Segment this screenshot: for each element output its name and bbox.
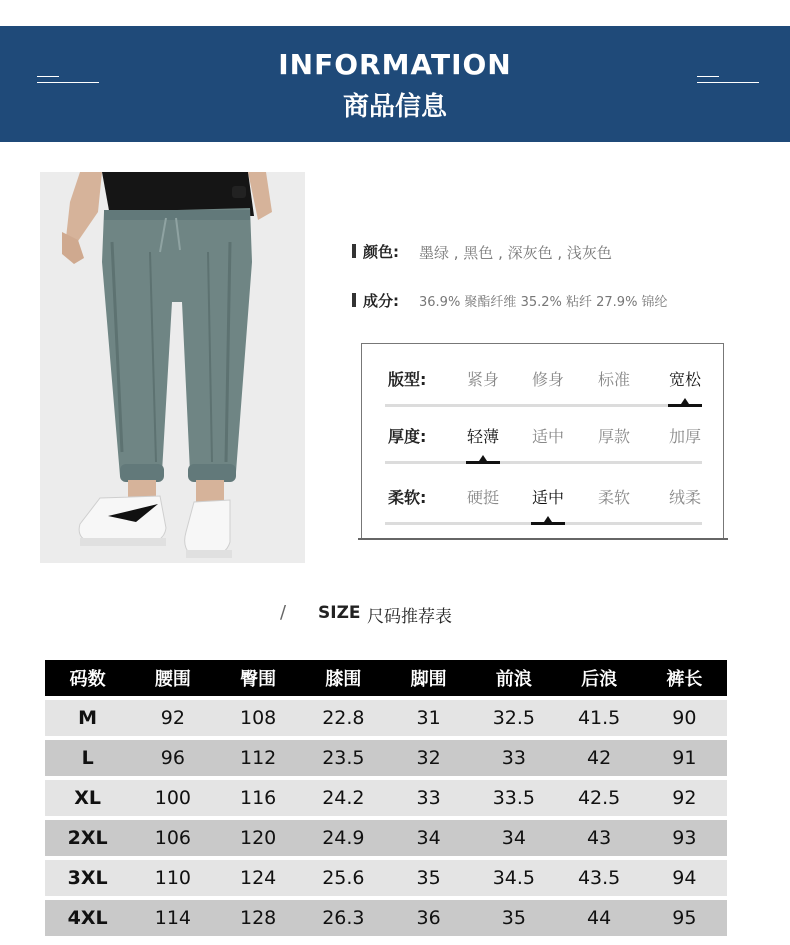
table-cell: 116 [216, 778, 301, 818]
table-row [45, 818, 727, 858]
table-cell: 23.5 [301, 738, 386, 778]
spec-option: 柔软 [597, 488, 630, 507]
spec-option: 紧身 [466, 370, 499, 389]
column-header: 后浪 [557, 660, 642, 698]
table-cell: 110 [130, 858, 215, 898]
table-cell: 35 [471, 898, 556, 936]
table-cell: 95 [642, 898, 727, 936]
table-cell: 32.5 [471, 698, 556, 738]
table-row [45, 898, 727, 936]
table-cell: 26.3 [301, 898, 386, 936]
table-cell: 92 [130, 698, 215, 738]
spec-box [361, 343, 724, 539]
size-heading [0, 601, 790, 625]
table-cell: 36 [386, 898, 471, 936]
product-photo [40, 172, 305, 563]
table-cell: 106 [130, 818, 215, 858]
selection-underline [466, 461, 500, 464]
table-cell: 35 [386, 858, 471, 898]
composition-label: 成分: [363, 292, 399, 310]
spec-option-selected [660, 367, 710, 390]
banner-title-en: INFORMATION [278, 48, 512, 81]
table-cell: 120 [216, 818, 301, 858]
table-cell: 42.5 [557, 778, 642, 818]
table-row [45, 738, 727, 778]
size-heading-slash: / [280, 602, 287, 623]
selection-underline [531, 522, 565, 525]
bullet-bar [352, 244, 356, 258]
spec-option-selected [458, 424, 508, 447]
table-cell: 108 [216, 698, 301, 738]
column-header: 脚围 [386, 660, 471, 698]
table-cell: 25.6 [301, 858, 386, 898]
table-cell: L [45, 738, 130, 778]
bullet-bar [352, 293, 356, 307]
spec-option-selected-label: 轻薄 [466, 427, 499, 446]
table-row [45, 698, 727, 738]
decorative-lines-right [697, 76, 759, 88]
table-cell: 24.9 [301, 818, 386, 858]
column-header: 码数 [45, 660, 130, 698]
table-cell: 93 [642, 818, 727, 858]
composition-value: 36.9% 聚酯纤维 35.2% 粘纤 27.9% 锦纶 [419, 295, 668, 310]
table-cell: 114 [130, 898, 215, 936]
spec-option: 绒柔 [668, 488, 701, 507]
spec-row-thickness [362, 424, 725, 464]
table-cell: 31 [386, 698, 471, 738]
table-cell: 34 [471, 818, 556, 858]
table-cell: 22.8 [301, 698, 386, 738]
spec-option-selected-label: 适中 [531, 488, 564, 507]
table-cell: 44 [557, 898, 642, 936]
column-header: 臀围 [216, 660, 301, 698]
size-heading-en: SIZE [318, 603, 361, 623]
spec-row-softness [362, 485, 725, 525]
table-row [45, 778, 727, 818]
size-table [45, 660, 727, 936]
table-cell: 100 [130, 778, 215, 818]
table-cell: 3XL [45, 858, 130, 898]
table-cell: 33.5 [471, 778, 556, 818]
spec-scale-line [385, 461, 702, 464]
spec-option: 修身 [531, 370, 564, 389]
table-cell: 94 [642, 858, 727, 898]
table-cell: 92 [642, 778, 727, 818]
spec-label-softness: 柔软: [388, 488, 427, 507]
spec-option: 加厚 [668, 427, 701, 446]
table-cell: 112 [216, 738, 301, 778]
table-cell: 43.5 [557, 858, 642, 898]
spec-option-selected [523, 485, 573, 508]
spec-label-fit: 版型: [388, 370, 427, 389]
table-cell: M [45, 698, 130, 738]
selection-underline [668, 404, 702, 407]
column-header: 裤长 [642, 660, 727, 698]
table-cell: 41.5 [557, 698, 642, 738]
spec-scale-line [385, 404, 702, 407]
information-banner [0, 26, 790, 142]
spec-option: 硬挺 [466, 488, 499, 507]
banner-title-cn: 商品信息 [342, 92, 447, 122]
table-cell: 91 [642, 738, 727, 778]
size-heading-cn: 尺码推荐表 [367, 607, 452, 627]
spec-label-thickness: 厚度: [388, 427, 427, 446]
table-cell: 34 [386, 818, 471, 858]
table-row [45, 858, 727, 898]
spec-box-base-line [358, 538, 728, 540]
table-cell: 124 [216, 858, 301, 898]
table-cell: 42 [557, 738, 642, 778]
column-header: 膝围 [301, 660, 386, 698]
table-cell: 90 [642, 698, 727, 738]
table-cell: XL [45, 778, 130, 818]
color-label: 颜色: [363, 243, 399, 261]
column-header: 腰围 [130, 660, 215, 698]
table-cell: 33 [471, 738, 556, 778]
table-cell: 34.5 [471, 858, 556, 898]
table-cell: 4XL [45, 898, 130, 936]
table-cell: 43 [557, 818, 642, 858]
table-cell: 33 [386, 778, 471, 818]
spec-option: 厚款 [597, 427, 630, 446]
column-header: 前浪 [471, 660, 556, 698]
color-value: 墨绿 , 黑色 , 深灰色 , 浅灰色 [419, 244, 612, 262]
table-cell: 32 [386, 738, 471, 778]
spec-row-fit [362, 367, 725, 407]
table-cell: 24.2 [301, 778, 386, 818]
spec-option: 标准 [597, 370, 630, 389]
size-table-header-row [45, 660, 727, 698]
spec-option-selected-label: 宽松 [668, 370, 701, 389]
table-cell: 128 [216, 898, 301, 936]
table-cell: 96 [130, 738, 215, 778]
table-cell: 2XL [45, 818, 130, 858]
spec-option: 适中 [531, 427, 564, 446]
model-wearing-grey-green-pants-image [40, 172, 305, 563]
